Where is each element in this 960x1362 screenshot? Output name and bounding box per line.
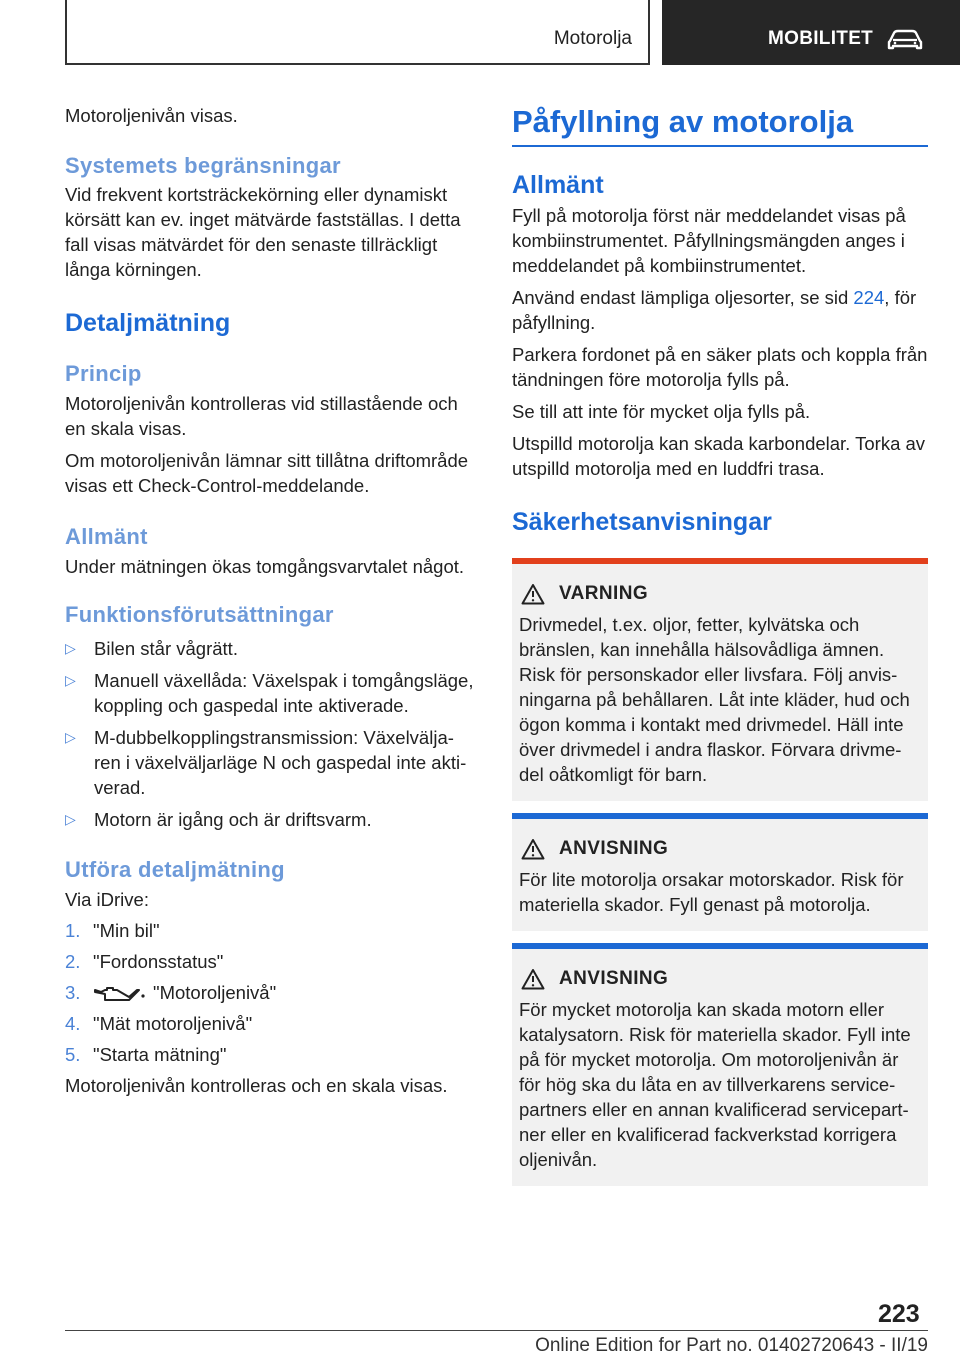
notice-title: ANVISNING [559,838,669,859]
result-text: Motoroljenivån kontrolleras och en skala visas. [65,1075,448,1096]
notice-box [512,813,928,931]
section-title: Motorolja [553,28,632,49]
funktion-list [65,636,480,832]
step-item: 5. "Starta mätning" [65,1044,227,1065]
triangle-bullet-icon: ▷ [65,811,76,827]
list-item: ▷ Motorn är igång och är driftsvarm. [65,809,372,830]
page-reference-link[interactable]: 224 [853,287,885,308]
triangle-bullet-icon: ▷ [65,640,76,656]
allmant-right-p4: Se till att inte för mycket olja fylls på. [512,401,811,422]
warning-triangle-icon [521,838,545,860]
notice-bar [512,813,928,819]
heading-sakerhet: Säkerhetsanvisningar [512,508,772,536]
heading-princip: Princip [65,361,142,386]
allmant-right-p5: Utspilld motorolja kan skada karbondelar. Torka av utspilld motorolja med en luddfri trasa. [512,433,926,479]
page-number: 223 [878,1300,920,1328]
warning-box [512,558,928,801]
triangle-bullet-icon: ▷ [65,672,76,688]
list-item: ▷ M-dubbelkopplingstransmission: Växelvälja-ren i växelväljarläge N och gaspedal inte akti-verad. [65,727,467,798]
warning-bar [512,558,928,564]
step-item: 2. "Fordonsstatus" [65,951,224,972]
step-item: 3. "Motoroljenivå" [65,982,277,1003]
right-column [512,103,928,1186]
princip-text-2: Om motoroljenivån lämnar sitt tillåtna driftområde visas ett Check-Control-meddelande. [65,450,469,496]
systemets-text: Vid frekvent kortsträckekörning eller dynamiskt körsätt kan ev. inget mätvärde fastställas. I detta fall visas mätvärdet för den senaste tillräckligt långa körningen. [65,184,461,280]
step-item: 1. "Min bil" [65,920,160,941]
notice-bar [512,943,928,949]
edition-text: Online Edition for Part no. 01402720643 - II/19 [535,1335,928,1356]
triangle-bullet-icon: ▷ [65,729,76,745]
heading-allmant-left: Allmänt [65,524,148,549]
allmant-right-p2: Använd endast lämpliga oljesorter, se sid 224, för påfyllning. [512,287,917,333]
left-column [65,103,480,1098]
list-item: ▷ Manuell växellåda: Växelspak i tomgångsläge, koppling och gaspedal inte aktiverade. [65,670,474,716]
intro-text: Motoroljenivån visas. [65,105,238,126]
allmant-right-p1: Fyll på motorolja först när meddelandet visas på kombiinstrumentet. Påfyllningsmängden anges i meddelandet på kombiinstrumentet. [512,205,906,276]
footer-divider [65,1330,928,1331]
warning-triangle-icon [521,583,545,605]
list-item: ▷ Bilen står vågrätt. [65,638,238,659]
notice-box [512,943,928,1186]
heading-utfora: Utföra detaljmätning [65,857,285,882]
notice-text: För mycket motorolja kan skada motorn eller katalysatorn. Risk för materiella skador. Fyll inte på för mycket motorolja. Om motoroljenivån är för hög ska du låta en av tillverkarens service-partners eller en annan kvalificerad servicepart-ner eller en kvalificerad fackverkstad korrigera oljenivån. [519,999,911,1170]
warning-title: VARNING [559,583,649,604]
notice-text: För lite motorolja orsakar motorskador. Risk för materiella skador. Fyll genast på motorolja. [519,869,904,915]
princip-text-1: Motoroljenivån kontrolleras vid stillastående och en skala visas. [65,393,458,439]
steps-list [65,918,480,1067]
warning-triangle-icon [521,968,545,990]
allmant-right-p3: Parkera fordonet på en säker plats och koppla från tändningen före motorolja fylls på. [512,344,928,390]
chapter-tab[interactable] [662,0,960,65]
header-section-box [65,0,650,65]
oil-can-icon [93,984,145,1002]
car-icon [887,29,923,51]
warning-text: Drivmedel, t.ex. oljor, fetter, kylvätska och bränslen, kan innehålla hälsovådliga ämnen. Risk för personskador eller livsfara. Följ anvis-ningarna på behållaren. Låt inte kläder, hud och ögon komma i kontakt med drivmedel. Häll inte över drivmedel i andra flaskor. Förvara drivme-del oåtkomligt för barn. [519,614,910,785]
heading-funktion: Funktionsförutsättningar [65,602,334,627]
allmant-left-text: Under mätningen ökas tomgångsvarvtalet något. [65,556,465,577]
step-item: 4. "Mät motoroljenivå" [65,1013,253,1034]
heading-systemets: Systemets begränsningar [65,153,341,178]
via-idrive-text: Via iDrive: [65,889,149,910]
heading-allmant-right: Allmänt [512,171,604,199]
heading-pafyllning: Påfyllning av motorolja [512,103,928,147]
heading-detaljmatning: Detaljmätning [65,309,231,337]
chapter-title: MOBILITET [768,28,874,49]
notice-title: ANVISNING [559,968,669,989]
